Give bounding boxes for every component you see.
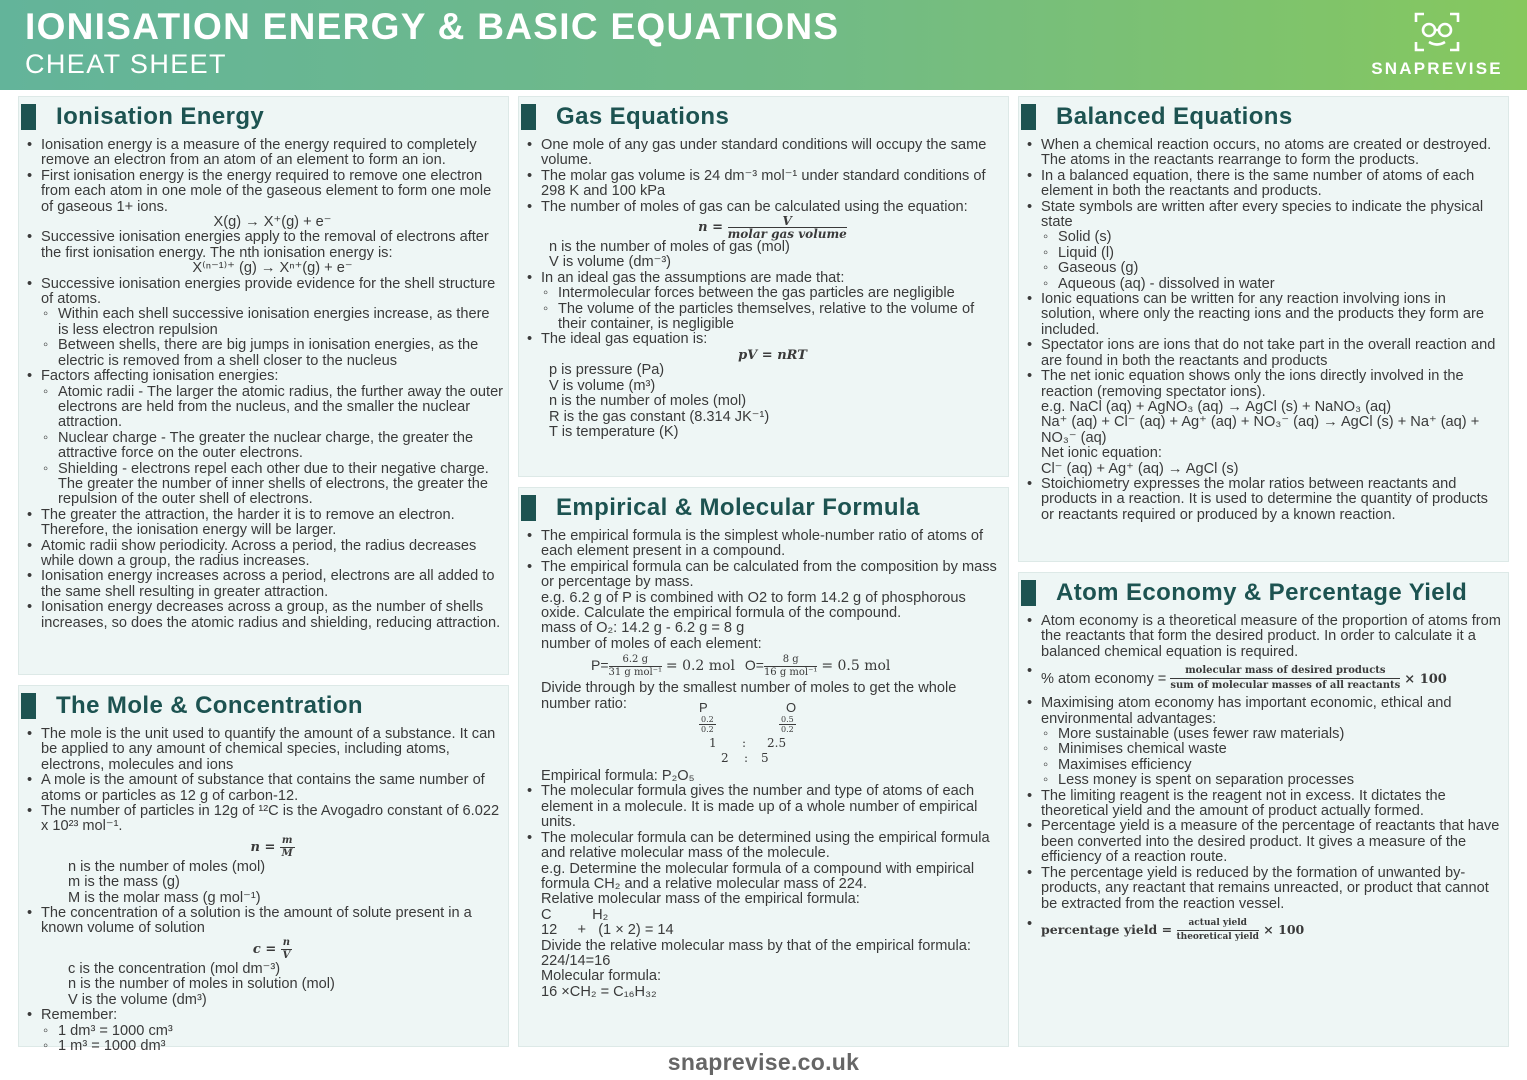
equation: X⁽ⁿ⁻¹⁾⁺ (g) → Xⁿ⁺(g) + e⁻ — [192, 260, 353, 277]
equation: X(g) → X⁺(g) + e⁻ — [213, 214, 332, 231]
balanced-equations-panel — [1018, 96, 1509, 562]
sub-item: ◦ Solid (s) — [1041, 230, 1504, 245]
list-item: • When a chemical reaction occurs, no atoms are created or destroyed. The atoms in the reactants rearrange to form the products. — [1024, 138, 1504, 169]
list-item: • Atomic radii show periodicity. Across a period, the radius decreases while down a group, the radius increases. — [24, 539, 504, 570]
list-item: • First ionisation energy is the energy required to remove one electron from each atom in one mole of the gaseous element to form one mole of gaseous 1+ ions. X(g) → X⁺(g) + e⁻ — [24, 169, 504, 231]
list-item: • The limiting reagent is the reagent not in excess. It dictates the theoretical yield and the amount of product actually formed. — [1024, 789, 1504, 820]
list-item: • Factors affecting ionisation energies: ◦ Atomic radii - The larger the atomic radius, the further away the outer electrons are held from the nucleus, and the smaller the nuclear attraction. ◦ Nuclear charge - The greater the nuclear charge, the greater the attractive force on the outer electrons. ◦ Shielding - electrons repel each other due to their negative charge. The greater the number of inner shells of electrons, the greater the repulsion of the outer shell of electrons. — [24, 369, 504, 508]
list-item: • Ionisation energy decreases across a group, as the number of shells increases, so does the atomic radius and shielding, reducing attraction. — [24, 600, 504, 631]
sub-item: ◦ Aqueous (aq) - dissolved in water — [1041, 277, 1504, 292]
list-item: • Ionic equations can be written for any reaction involving ions in solution, where only the reacting ions and the products they form are included. — [1024, 292, 1504, 338]
atom-economy-formula: % atom economy = $\frac{\text{molecular mass of desired products}}{\text{sum of molecular masses of all reactants}}$ × 100 — [1041, 665, 1447, 692]
empirical-formula-panel — [518, 487, 1009, 1047]
empirical-formula-title: Empirical & Molecular Formula — [521, 495, 920, 521]
sub-item: ◦ Maximises efficiency — [1041, 758, 1504, 773]
sub-item: ◦ Liquid (l) — [1041, 246, 1504, 261]
ionisation-energy-panel — [18, 96, 509, 675]
sub-item: ◦ Between shells, there are big jumps in ionisation energies, as the electric is removed from a shell closer to the nucleus — [41, 338, 504, 369]
sub-item: ◦ Within each shell successive ionisation energies increase, as there is less electron repulsion — [41, 307, 504, 338]
list-item: • The empirical formula is the simplest whole-number ratio of atoms of each element present in a compound. — [524, 529, 1004, 560]
list-item: • State symbols are written after every species to indicate the physical state ◦ Solid (s) ◦ Liquid (l) ◦ Gaseous (g) ◦ Aqueous (aq) - dissolved in water — [1024, 200, 1504, 292]
list-item: • The empirical formula can be calculated from the composition by mass or percentage by mass. e.g. 6.2 g of P is combined with O2 to form 14.2 g of phosphorous oxide. Calculate the empirical formula of the compound. mass of O₂: 14.2 g - 6.2 g = 8 g number of moles of each element: P= $\frac{6.2 g}{\text{31 g mol⁻¹}}$ = 0.2 mol O= $\frac{8 g}{\text{16 g mol⁻¹}}$ = 0.5 mol Divide through by the smallest number of moles to get the whole number ratio: P O $\frac{0.2}{0.2}$ $\frac{0.5}{0.2}$ 1 : 2.5 2 : 5 Empirical formula: P₂O₅ — [524, 560, 1004, 785]
list-item: • The molar gas volume is 24 dm⁻³ mol⁻¹ under standard conditions of 298 K and 100 kPa — [524, 169, 1004, 200]
brand-name: SNAPREVISE — [1371, 59, 1503, 78]
sub-item: ◦ Minimises chemical waste — [1041, 742, 1504, 757]
mole-panel — [18, 685, 509, 1054]
list-item: • The number of moles of gas can be calculated using the equation: n = $\frac{V}{\text{molar gas volume}}$ n is the number of moles of gas (mol) V is volume (dm⁻³) — [524, 200, 1004, 271]
list-item: • Atom economy is a theoretical measure of the proportion of atoms from the reactants that form the desired product. In order to calculate it a balanced chemical equation is required. — [1024, 614, 1504, 660]
sub-item: ◦ The volume of the particles themselves, relative to the volume of their container, is negligible — [541, 302, 1004, 333]
list-item: • The molecular formula can be determined using the empirical formula and relative molecular mass of the molecule. e.g. Determine the molecular formula of a compound with empirical formula CH₂ and a relative molecular mass of 224. Relative molecular mass of the empirical formula: C H₂ 12 + (1 × 2) = 14 Divide the relative molecular mass by that of the empirical formula: 224/14=16 Molecular formula: 16 ×CH₂ = C₁₆H₃₂ — [524, 831, 1004, 1000]
sub-item: ◦ Nuclear charge - The greater the nuclear charge, the greater the attractive force on the outer electrons. — [41, 431, 504, 462]
ratio-table: P O $\frac{0.2}{0.2}$ $\frac{0.5}{0.2}$ 1 : 2.5 2 : 5 — [699, 700, 797, 766]
ideal-gas-equation: pV = nRT — [738, 347, 807, 363]
list-item: • The concentration of a solution is the amount of solute present in a known volume of solution c = $\frac{n}{V}$ c is the concentration (mol dm⁻³) n is the number of moles in solution (mol) V is the volume (dm³) — [24, 906, 504, 1008]
concentration-formula: c = $\frac{n}{V}$ — [252, 936, 291, 961]
atom-economy-title: Atom Economy & Percentage Yield — [1021, 580, 1467, 606]
list-item — [1024, 917, 1504, 944]
list-item: • Ionisation energy is a measure of the energy required to completely remove an electron from an atom of an element to form an ion. — [24, 138, 504, 169]
list-item: • Spectator ions are ions that do not take part in the overall reaction and are found in both the reactants and products — [1024, 338, 1504, 369]
ionisation-energy-title: Ionisation Energy — [21, 104, 264, 130]
list-item: • Ionisation energy increases across a period, electrons are all added to the same shell resulting in greater attraction. — [24, 569, 504, 600]
list-item: • The number of particles in 12g of ¹²C is the Avogadro constant of 6.022 x 10²³ mol⁻¹. n = $\frac{m}{M}$ n is the number of moles (mol) m is the mass (g) M is the molar mass (g mol⁻¹) — [24, 804, 504, 906]
list-item: • The greater the attraction, the harder it is to remove an electron. Therefore, the ionisation energy will be larger. — [24, 508, 504, 539]
list-item: • Successive ionisation energies provide evidence for the shell structure of atoms. ◦ Within each shell successive ionisation energies increase, as there is less electron repulsion ◦ Between shells, there are big jumps in ionisation energies, as the electric is removed from a shell closer to the nucleus — [24, 277, 504, 369]
list-item: • In an ideal gas the assumptions are made that: ◦ Intermolecular forces between the gas particles are negligible ◦ The volume of the particles themselves, relative to the volume of their container, is negligible — [524, 271, 1004, 333]
moles-calculation: P= $\frac{6.2 g}{\text{31 g mol⁻¹}}$ = 0.2 mol O= $\frac{8 g}{\text{16 g mol⁻¹}}$ = 0.5 mol — [591, 654, 891, 679]
page-title: IONISATION ENERGY & BASIC EQUATIONS — [25, 6, 840, 47]
glasses-face-icon — [1413, 11, 1461, 53]
molar-volume-formula: n = $\frac{V}{\text{molar gas volume}}$ — [698, 214, 847, 242]
atom-economy-panel — [1018, 572, 1509, 1047]
percentage-yield-formula: percentage yield = $\frac{\text{actual yield}}{\text{theoretical yield}}$ × 100 — [1041, 917, 1305, 942]
list-item: • Maximising atom economy has important economic, ethical and environmental advantages: ◦ More sustainable (uses fewer raw materials) ◦ Minimises chemical waste ◦ Maximises efficiency ◦ Less money is spent on separation processes — [1024, 696, 1504, 788]
list-item: • Successive ionisation energies apply to the removal of electrons after the first ionisation energy. The nth ionisation energy is: X⁽ⁿ⁻¹⁾⁺ (g) → Xⁿ⁺(g) + e⁻ — [24, 230, 504, 276]
gas-equations-title: Gas Equations — [521, 104, 729, 130]
sub-item: ◦ 1 dm³ = 1000 cm³ — [41, 1024, 504, 1039]
balanced-equations-title: Balanced Equations — [1021, 104, 1293, 130]
sub-item: ◦ Atomic radii - The larger the atomic radius, the further away the outer electrons are held from the nucleus, and the smaller the nuclear attraction. — [41, 385, 504, 431]
list-item: • Stoichiometry expresses the molar ratios between reactants and products in a reaction. It is used to determine the quantity of products or reactants required or produced by a known reaction. — [1024, 477, 1504, 523]
mole-title: The Mole & Concentration — [21, 693, 363, 719]
moles-formula: n = $\frac{m}{M}$ — [250, 834, 293, 859]
list-item: • The percentage yield is reduced by the formation of unwanted by-products, any reactant that remains unreacted, or product that cannot be extracted from the reaction vessel. — [1024, 866, 1504, 912]
list-item — [1024, 664, 1504, 693]
list-item: • In a balanced equation, there is the same number of atoms of each element in both the reactants and products. — [1024, 169, 1504, 200]
list-item: • Percentage yield is a measure of the percentage of reactants that have been converted into the desired product. It gives a measure of the efficiency of a reaction route. — [1024, 819, 1504, 865]
sub-item: ◦ Less money is spent on separation processes — [1041, 773, 1504, 788]
footer-url[interactable]: snaprevise.co.uk — [667, 1049, 860, 1075]
list-item: • The ideal gas equation is: pV = nRT p is pressure (Pa) V is volume (m³) n is the number of moles (mol) R is the gas constant (8.314 JK⁻¹) T is temperature (K) — [524, 332, 1004, 440]
sub-item: ◦ More sustainable (uses fewer raw materials) — [1041, 727, 1504, 742]
list-item: • The mole is the unit used to quantify the amount of a substance. It can be applied to any amount of chemical species, including atoms, electrons, molecules and ions — [24, 727, 504, 773]
header-banner — [0, 0, 1527, 90]
list-item: • The molecular formula gives the number and type of atoms of each element in a molecule. It is made up of a whole number of empirical units. — [524, 784, 1004, 830]
brand-logo[interactable] — [1362, 8, 1512, 84]
list-item: • A mole is the amount of substance that contains the same number of atoms or particles as 12 g of carbon-12. — [24, 773, 504, 804]
sub-item: ◦ Shielding - electrons repel each other due to their negative charge. The greater the number of inner shells of electrons, the greater the repulsion of the outer shell of electrons. — [41, 462, 504, 508]
list-item: • One mole of any gas under standard conditions will occupy the same volume. — [524, 138, 1004, 169]
page-subtitle: CHEAT SHEET — [25, 49, 227, 79]
gas-equations-panel — [518, 96, 1009, 477]
list-item: • The net ionic equation shows only the ions directly involved in the reaction (removing spectator ions). e.g. NaCl (aq) + AgNO₃ (aq) → AgCl (s) + NaNO₃ (aq) Na⁺ (aq) + Cl⁻ (aq) + Ag⁺ (aq) + NO₃⁻ (aq) → AgCl (s) + Na⁺ (aq) + NO₃⁻ (aq) Net ionic equation: Cl⁻ (aq) + Ag⁺ (aq) → AgCl (s) — [1024, 369, 1504, 477]
sub-item: ◦ Intermolecular forces between the gas particles are negligible — [541, 286, 1004, 301]
list-item: • Remember: ◦ 1 dm³ = 1000 cm³ ◦ 1 m³ = 1000 dm³ — [24, 1008, 504, 1054]
sub-item: ◦ 1 m³ = 1000 dm³ — [41, 1039, 504, 1054]
sub-item: ◦ Gaseous (g) — [1041, 261, 1504, 276]
